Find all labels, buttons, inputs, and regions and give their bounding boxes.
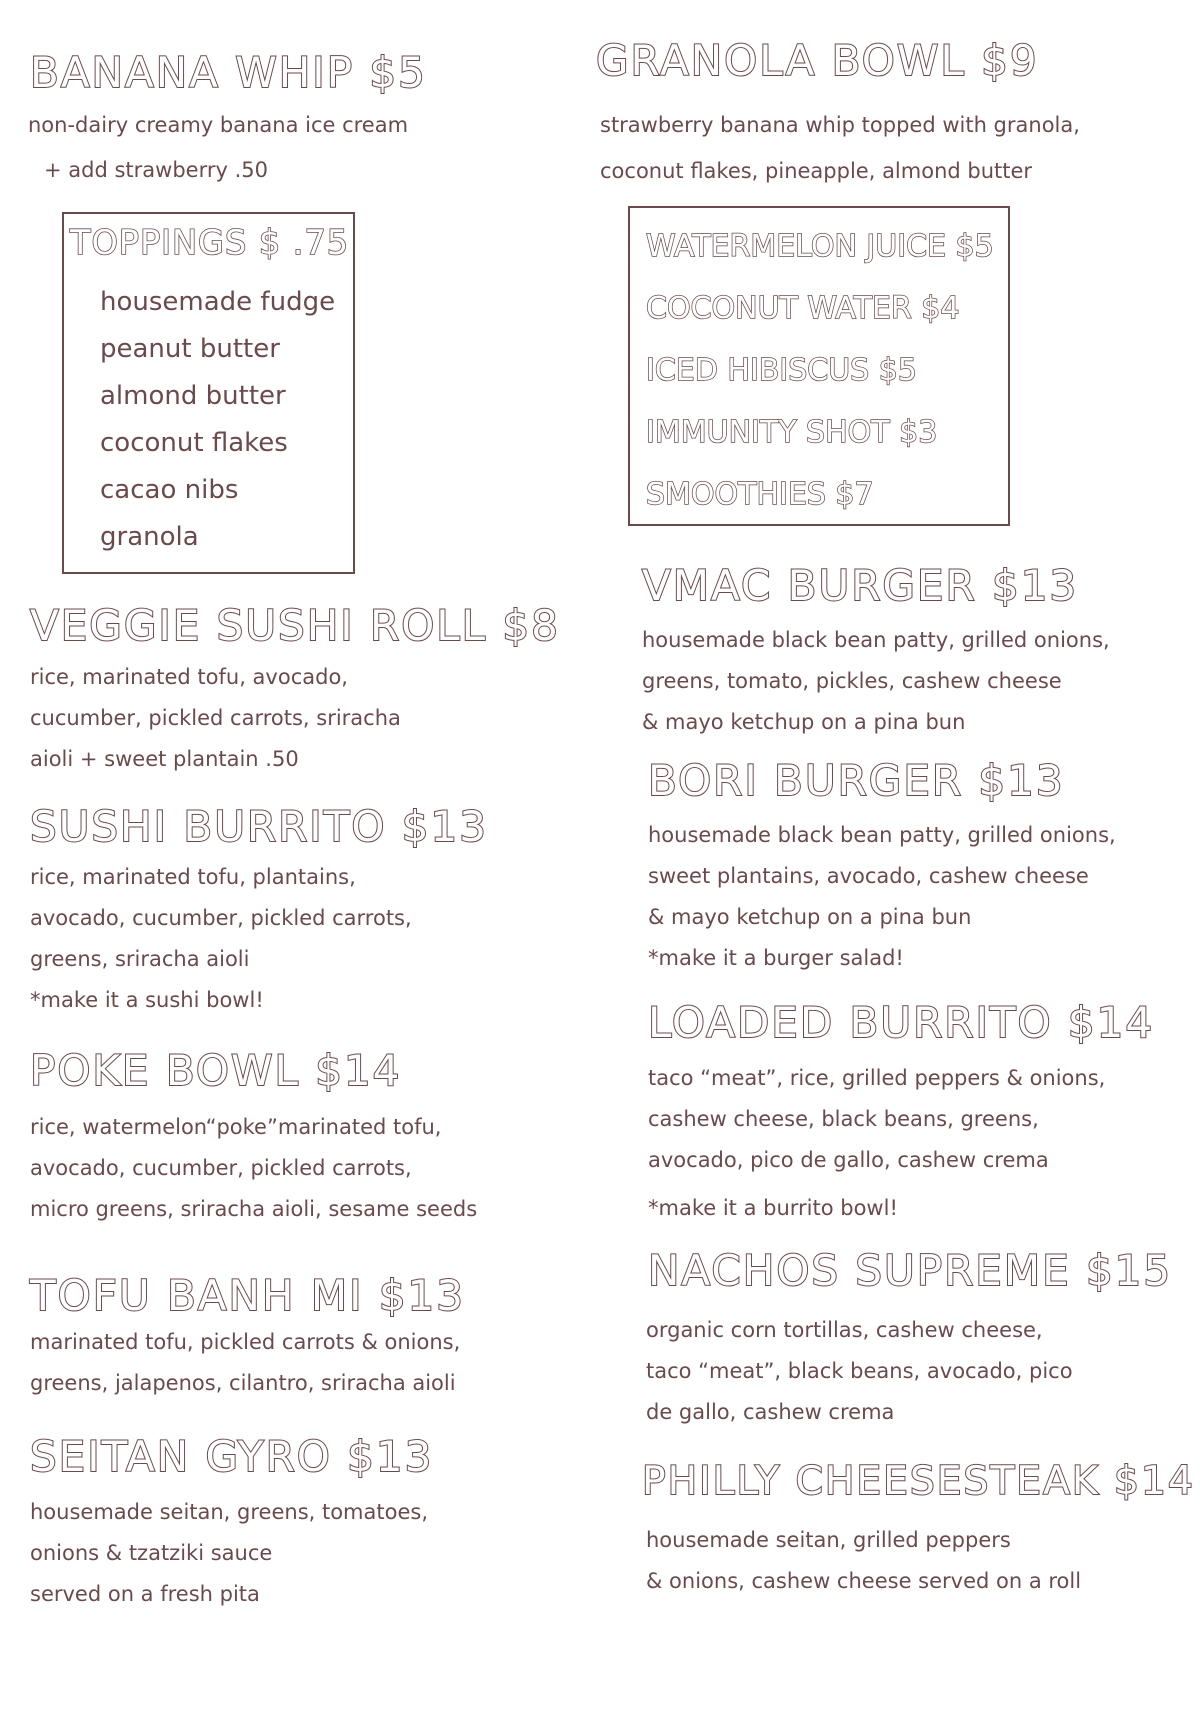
topping-item: housemade fudge [100,287,336,317]
topping-item: coconut flakes [100,428,288,458]
drink-item: WATERMELON JUICE $5 [646,229,994,264]
description-line: coconut flakes, pineapple, almond butter [600,159,1033,183]
description-line: cucumber, pickled carrots, sriracha [30,706,401,730]
drinks-box [628,206,1010,526]
description-line: micro greens, sriracha aioli, sesame seeds [30,1197,478,1221]
description-line: housemade black bean patty, grilled onions, [648,823,1116,847]
seitan-gyro-title: SEITAN GYRO $13 [30,1432,434,1481]
topping-item: cacao nibs [100,475,239,505]
toppings-box [62,212,355,574]
banana-whip-title: BANANA WHIP $5 [30,48,427,97]
description-line: onions & tzatziki sauce [30,1541,273,1565]
drink-item: IMMUNITY SHOT $3 [646,415,938,450]
description-line: aioli + sweet plantain .50 [30,747,299,771]
topping-item: granola [100,522,199,552]
banana-whip-description: non-dairy creamy banana ice cream [28,113,409,137]
description-line: taco “meat”, black beans, avocado, pico [646,1359,1073,1383]
description-line: housemade seitan, grilled peppers [646,1528,1011,1552]
description-line: taco “meat”, rice, grilled peppers & onions, [648,1066,1106,1090]
philly-cheesesteak-title: PHILLY CHEESESTEAK $14 [642,1459,1195,1504]
description-line: rice, watermelon“poke”marinated tofu, [30,1115,442,1139]
description-line: & mayo ketchup on a pina bun [648,905,972,929]
description-line: *make it a burrito bowl! [648,1196,898,1220]
bori-burger-title: BORI BURGER $13 [648,756,1065,805]
description-line: sweet plantains, avocado, cashew cheese [648,864,1089,888]
description-line: cashew cheese, black beans, greens, [648,1107,1039,1131]
description-line: avocado, cucumber, pickled carrots, [30,1156,412,1180]
vmac-burger-title: VMAC BURGER $13 [642,561,1079,610]
loaded-burrito-title: LOADED BURRITO $14 [648,998,1155,1047]
description-line: strawberry banana whip topped with granola, [600,113,1080,137]
topping-item: almond butter [100,381,286,411]
description-line: avocado, cucumber, pickled carrots, [30,906,412,930]
sushi-burrito-title: SUSHI BURRITO $13 [30,802,488,851]
veggie-sushi-roll-title: VEGGIE SUSHI ROLL $8 [30,601,560,650]
description-line: greens, jalapenos, cilantro, sriracha aioli [30,1371,456,1395]
description-line: *make it a burger salad! [648,946,904,970]
description-line: housemade seitan, greens, tomatoes, [30,1500,429,1524]
nachos-supreme-title: NACHOS SUPREME $15 [648,1246,1173,1295]
toppings-title: TOPPINGS $ .75 [70,223,350,262]
poke-bowl-title: POKE BOWL $14 [30,1046,402,1095]
tofu-banh-mi-title: TOFU BANH MI $13 [30,1271,465,1320]
description-line: greens, tomato, pickles, cashew cheese [642,669,1062,693]
banana-whip-addon: + add strawberry .50 [44,158,268,182]
description-line: *make it a sushi bowl! [30,988,264,1012]
description-line: served on a fresh pita [30,1582,260,1606]
drink-item: ICED HIBISCUS $5 [646,353,917,388]
description-line: rice, marinated tofu, plantains, [30,865,356,889]
drink-item: SMOOTHIES $7 [646,477,874,512]
drink-item: COCONUT WATER $4 [646,291,960,326]
description-line: & mayo ketchup on a pina bun [642,710,966,734]
description-line: rice, marinated tofu, avocado, [30,665,348,689]
description-line: & onions, cashew cheese served on a roll [646,1569,1082,1593]
topping-item: peanut butter [100,334,280,364]
granola-bowl-title: GRANOLA BOWL $9 [596,36,1039,85]
description-line: marinated tofu, pickled carrots & onions, [30,1330,461,1354]
description-line: de gallo, cashew crema [646,1400,895,1424]
description-line: avocado, pico de gallo, cashew crema [648,1148,1049,1172]
description-line: organic corn tortillas, cashew cheese, [646,1318,1043,1342]
description-line: housemade black bean patty, grilled onions, [642,628,1110,652]
description-line: greens, sriracha aioli [30,947,250,971]
